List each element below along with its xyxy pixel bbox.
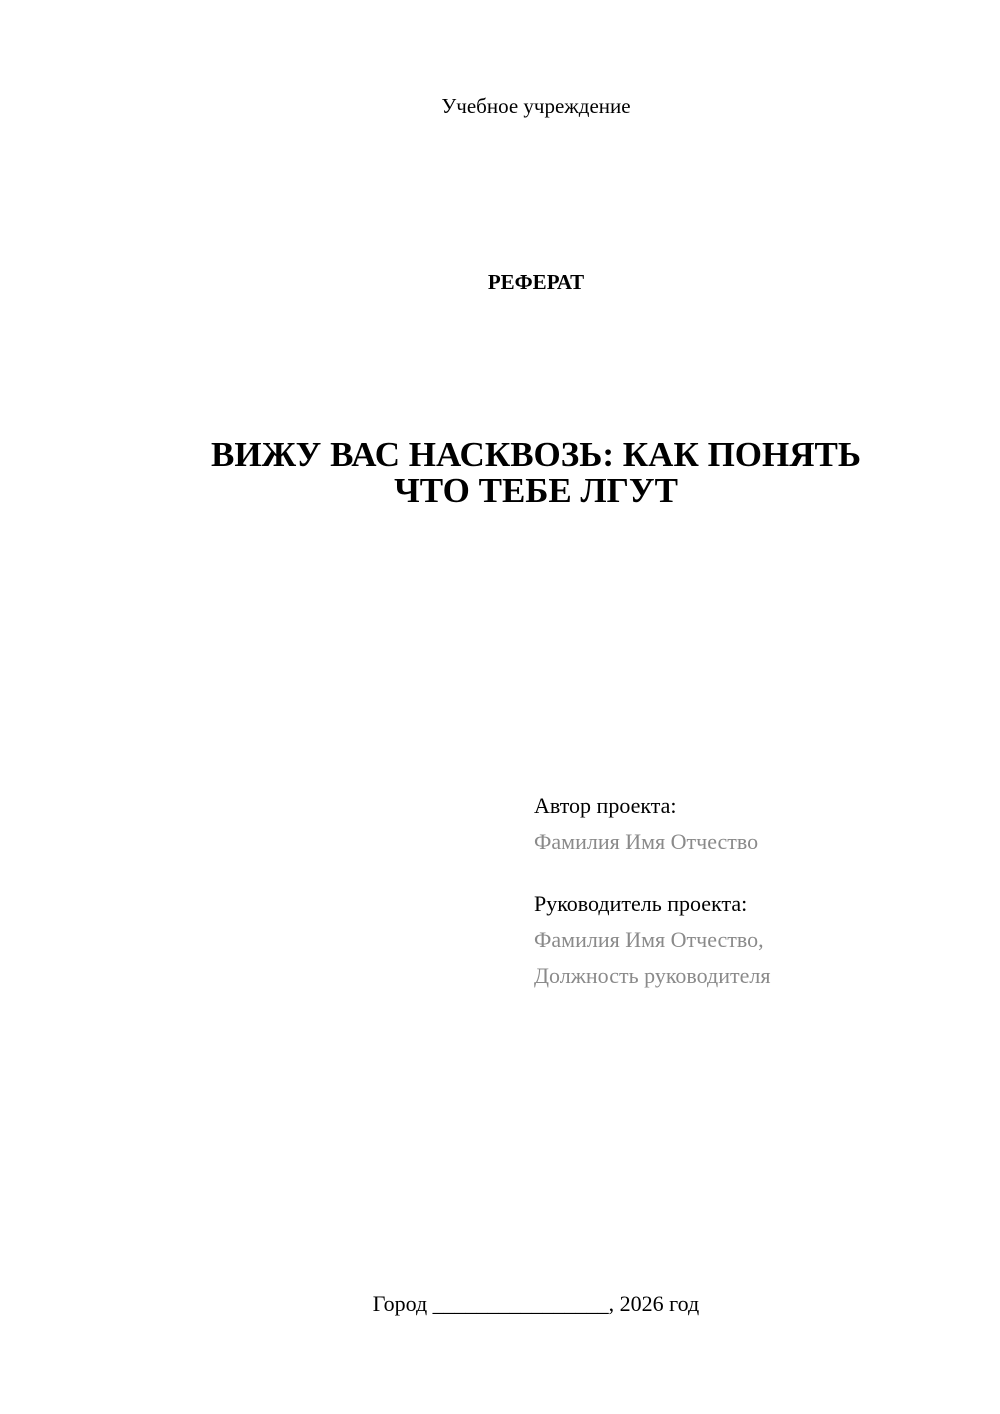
- credits-block: [534, 788, 770, 994]
- supervisor-name: Фамилия Имя Отчество,: [534, 927, 764, 952]
- title-line-1: ВИЖУ ВАС НАСКВОЗЬ: КАК ПОНЯТЬ: [210, 435, 862, 474]
- supervisor-position: Должность руководителя: [534, 963, 771, 988]
- title-line-2: ЧТО ТЕБЕ ЛГУТ: [394, 471, 678, 510]
- credits-spacer: [534, 860, 770, 886]
- document-title: [0, 437, 1000, 509]
- city-year-footer: Город ________________, 2026 год: [372, 1291, 700, 1316]
- author-label: Автор проекта:: [534, 793, 677, 818]
- document-type: РЕФЕРАТ: [487, 270, 585, 294]
- supervisor-label: Руководитель проекта:: [534, 891, 748, 916]
- author-name: Фамилия Имя Отчество: [534, 829, 759, 854]
- institution-name: Учебное учреждение: [441, 94, 631, 118]
